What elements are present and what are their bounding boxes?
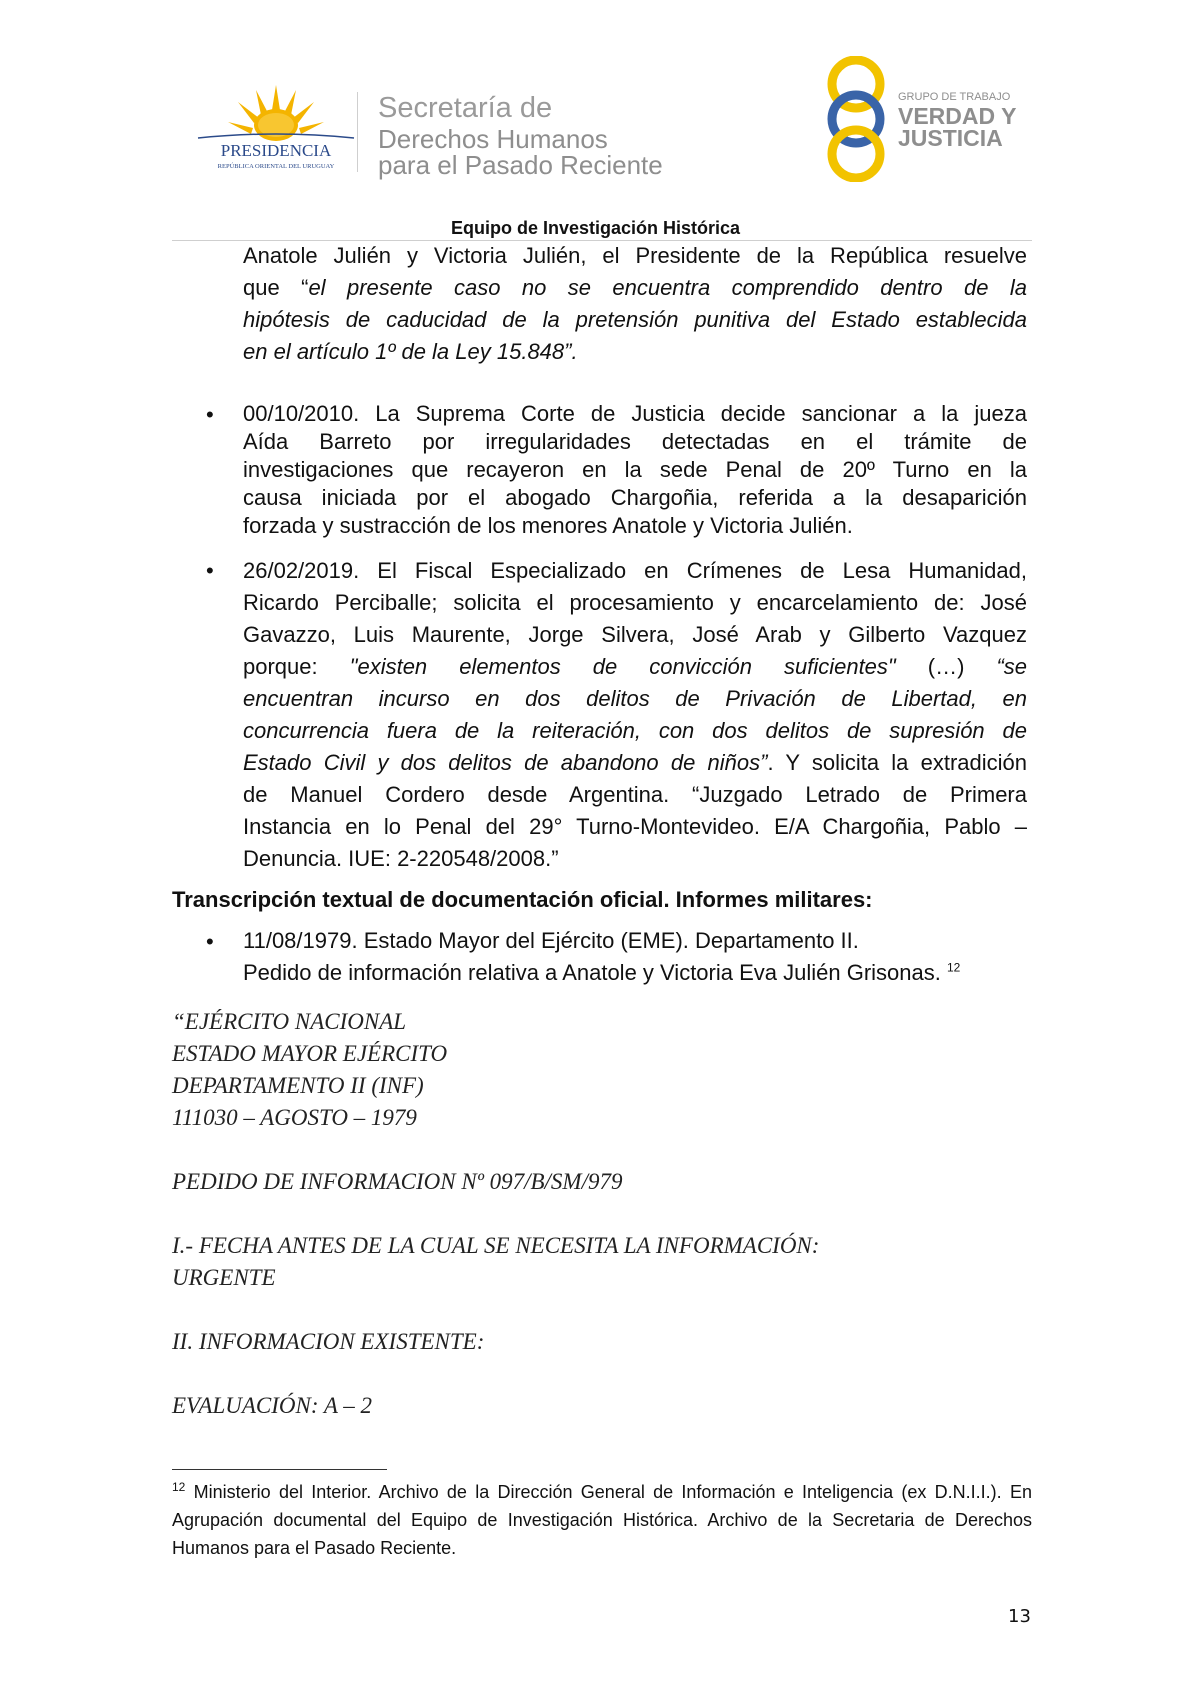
doc-line3: DEPARTAMENTO II (INF)	[172, 1073, 424, 1098]
doc-line1: “EJÉRCITO NACIONAL	[172, 1009, 407, 1034]
b3-line6: concurrencia fuera de la reiteración, con dos delitos de supresión de	[243, 718, 1027, 743]
b3-line9: Instancia en lo Penal del 29° Turno-Montevideo. E/A Chargoñia, Pablo –	[243, 814, 1027, 839]
rings-icon	[832, 60, 880, 178]
b3-line4: porque: "existen elementos de convicción suficientes" (…) “se	[243, 654, 1028, 679]
footnote	[172, 1478, 1032, 1562]
sun-icon	[228, 85, 324, 141]
bullet-item-2010	[243, 400, 1027, 540]
b4-line1: 11/08/1979. Estado Mayor del Ejército (EME). Departamento II.	[243, 928, 859, 953]
b3-line10: Denuncia. IUE: 2-220548/2008.”	[243, 846, 559, 871]
b3-line8: de Manuel Cordero desde Argentina. “Juzgado Letrado de Primera	[243, 782, 1027, 807]
doc-line2: ESTADO MAYOR EJÉRCITO	[172, 1041, 448, 1066]
gtvj-line1: GRUPO DE TRABAJO	[898, 91, 1011, 103]
doc-evaluacion: EVALUACIÓN: A – 2	[172, 1393, 372, 1418]
para1-line1: Anatole Julién y Victoria Julién, el Presidente de la República resuelve	[243, 243, 1027, 268]
b2-line2: Aída Barreto por irregularidades detectadas en el trámite de	[243, 429, 1027, 454]
b3-line7: Estado Civil y dos delitos de abandono de niños”. Y solicita la extradición	[243, 750, 1028, 775]
doc-info-existente: II. INFORMACION EXISTENTE:	[172, 1329, 485, 1354]
gtvj-line2: VERDAD Y	[898, 103, 1017, 129]
footnote-rule	[172, 1469, 387, 1470]
footnote-ref: 12	[947, 960, 961, 975]
paragraph-continuation	[243, 240, 1027, 368]
b2-line1: 00/10/2010. La Suprema Corte de Justicia decide sancionar a la jueza	[243, 401, 1027, 426]
verdad-justicia-logo	[822, 56, 1042, 182]
presidencia-logo	[196, 80, 356, 180]
presidencia-logo-text: PRESIDENCIA	[220, 141, 332, 160]
doc-pedido: PEDIDO DE INFORMACION Nº 097/B/SM/979	[172, 1169, 623, 1194]
bullet-icon: •	[206, 402, 214, 427]
doc-fecha-line1: I.- FECHA ANTES DE LA CUAL SE NECESITA LA INFORMACIÓN:	[172, 1233, 820, 1258]
bullet-icon: •	[206, 558, 214, 583]
page-number: 13	[1008, 1606, 1031, 1627]
section-heading: Transcripción textual de documentación oficial. Informes militares:	[172, 887, 873, 912]
bullet-icon: •	[206, 929, 214, 954]
b2-line5: forzada y sustracción de los menores Anatole y Victoria Julién.	[243, 513, 853, 538]
doc-line4: 111030 – AGOSTO – 1979	[172, 1105, 417, 1130]
b3-line5: encuentran incurso en dos delitos de Privación de Libertad, en	[243, 686, 1027, 711]
para1-line2: que “el presente caso no se encuentra comprendido dentro de la	[243, 275, 1027, 300]
b3-line3: Gavazzo, Luis Maurente, Jorge Silvera, José Arab y Gilberto Vazquez	[243, 622, 1027, 647]
doc-fecha-line2: URGENTE	[172, 1265, 276, 1290]
footnote-text: Ministerio del Interior. Archivo de la Dirección General de Información e Inteligencia (ex D.N.I.I.). En Agrupación documental del Equipo de Investigación Histórica. Archivo de la Secretaria de Derechos Humanos para el Pasado Reciente.	[172, 1482, 1032, 1558]
secretaria-line2: Derechos Humanos	[378, 124, 608, 154]
para1-line3: hipótesis de caducidad de la pretensión punitiva del Estado establecida	[243, 307, 1027, 332]
bullet-item-1979	[243, 925, 1033, 989]
b4-line2: Pedido de información relativa a Anatole y Victoria Eva Julién Grisonas. $^{12}$	[243, 960, 961, 985]
b2-line3: investigaciones que recayeron en la sede Penal de 20º Turno en la	[243, 457, 1027, 482]
b2-line4: causa iniciada por el abogado Chargoñia, referida a la desaparición	[243, 485, 1027, 510]
doc-fecha-block	[172, 1230, 819, 1294]
gtvj-line3: JUSTICIA	[898, 125, 1003, 151]
secretaria-line3: para el Pasado Reciente	[378, 150, 663, 180]
bullet-item-2019	[243, 555, 1027, 875]
presidencia-logo-subtext: REPÚBLICA ORIENTAL DEL URUGUAY	[217, 163, 335, 170]
header-separator	[357, 92, 358, 172]
para1-line4: en el artículo 1º de la Ley 15.848”.	[243, 339, 578, 364]
doc-header-block	[172, 1006, 447, 1134]
equipo-title: Equipo de Investigación Histórica	[450, 218, 741, 238]
b3-line2: Ricardo Perciballe; solicita el procesamiento y encarcelamiento de: José	[243, 590, 1027, 615]
b3-line1: 26/02/2019. El Fiscal Especializado en Crímenes de Lesa Humanidad,	[243, 558, 1027, 583]
secretaria-line1: Secretaría de	[378, 92, 553, 124]
footnote-number: 12	[172, 1480, 186, 1494]
